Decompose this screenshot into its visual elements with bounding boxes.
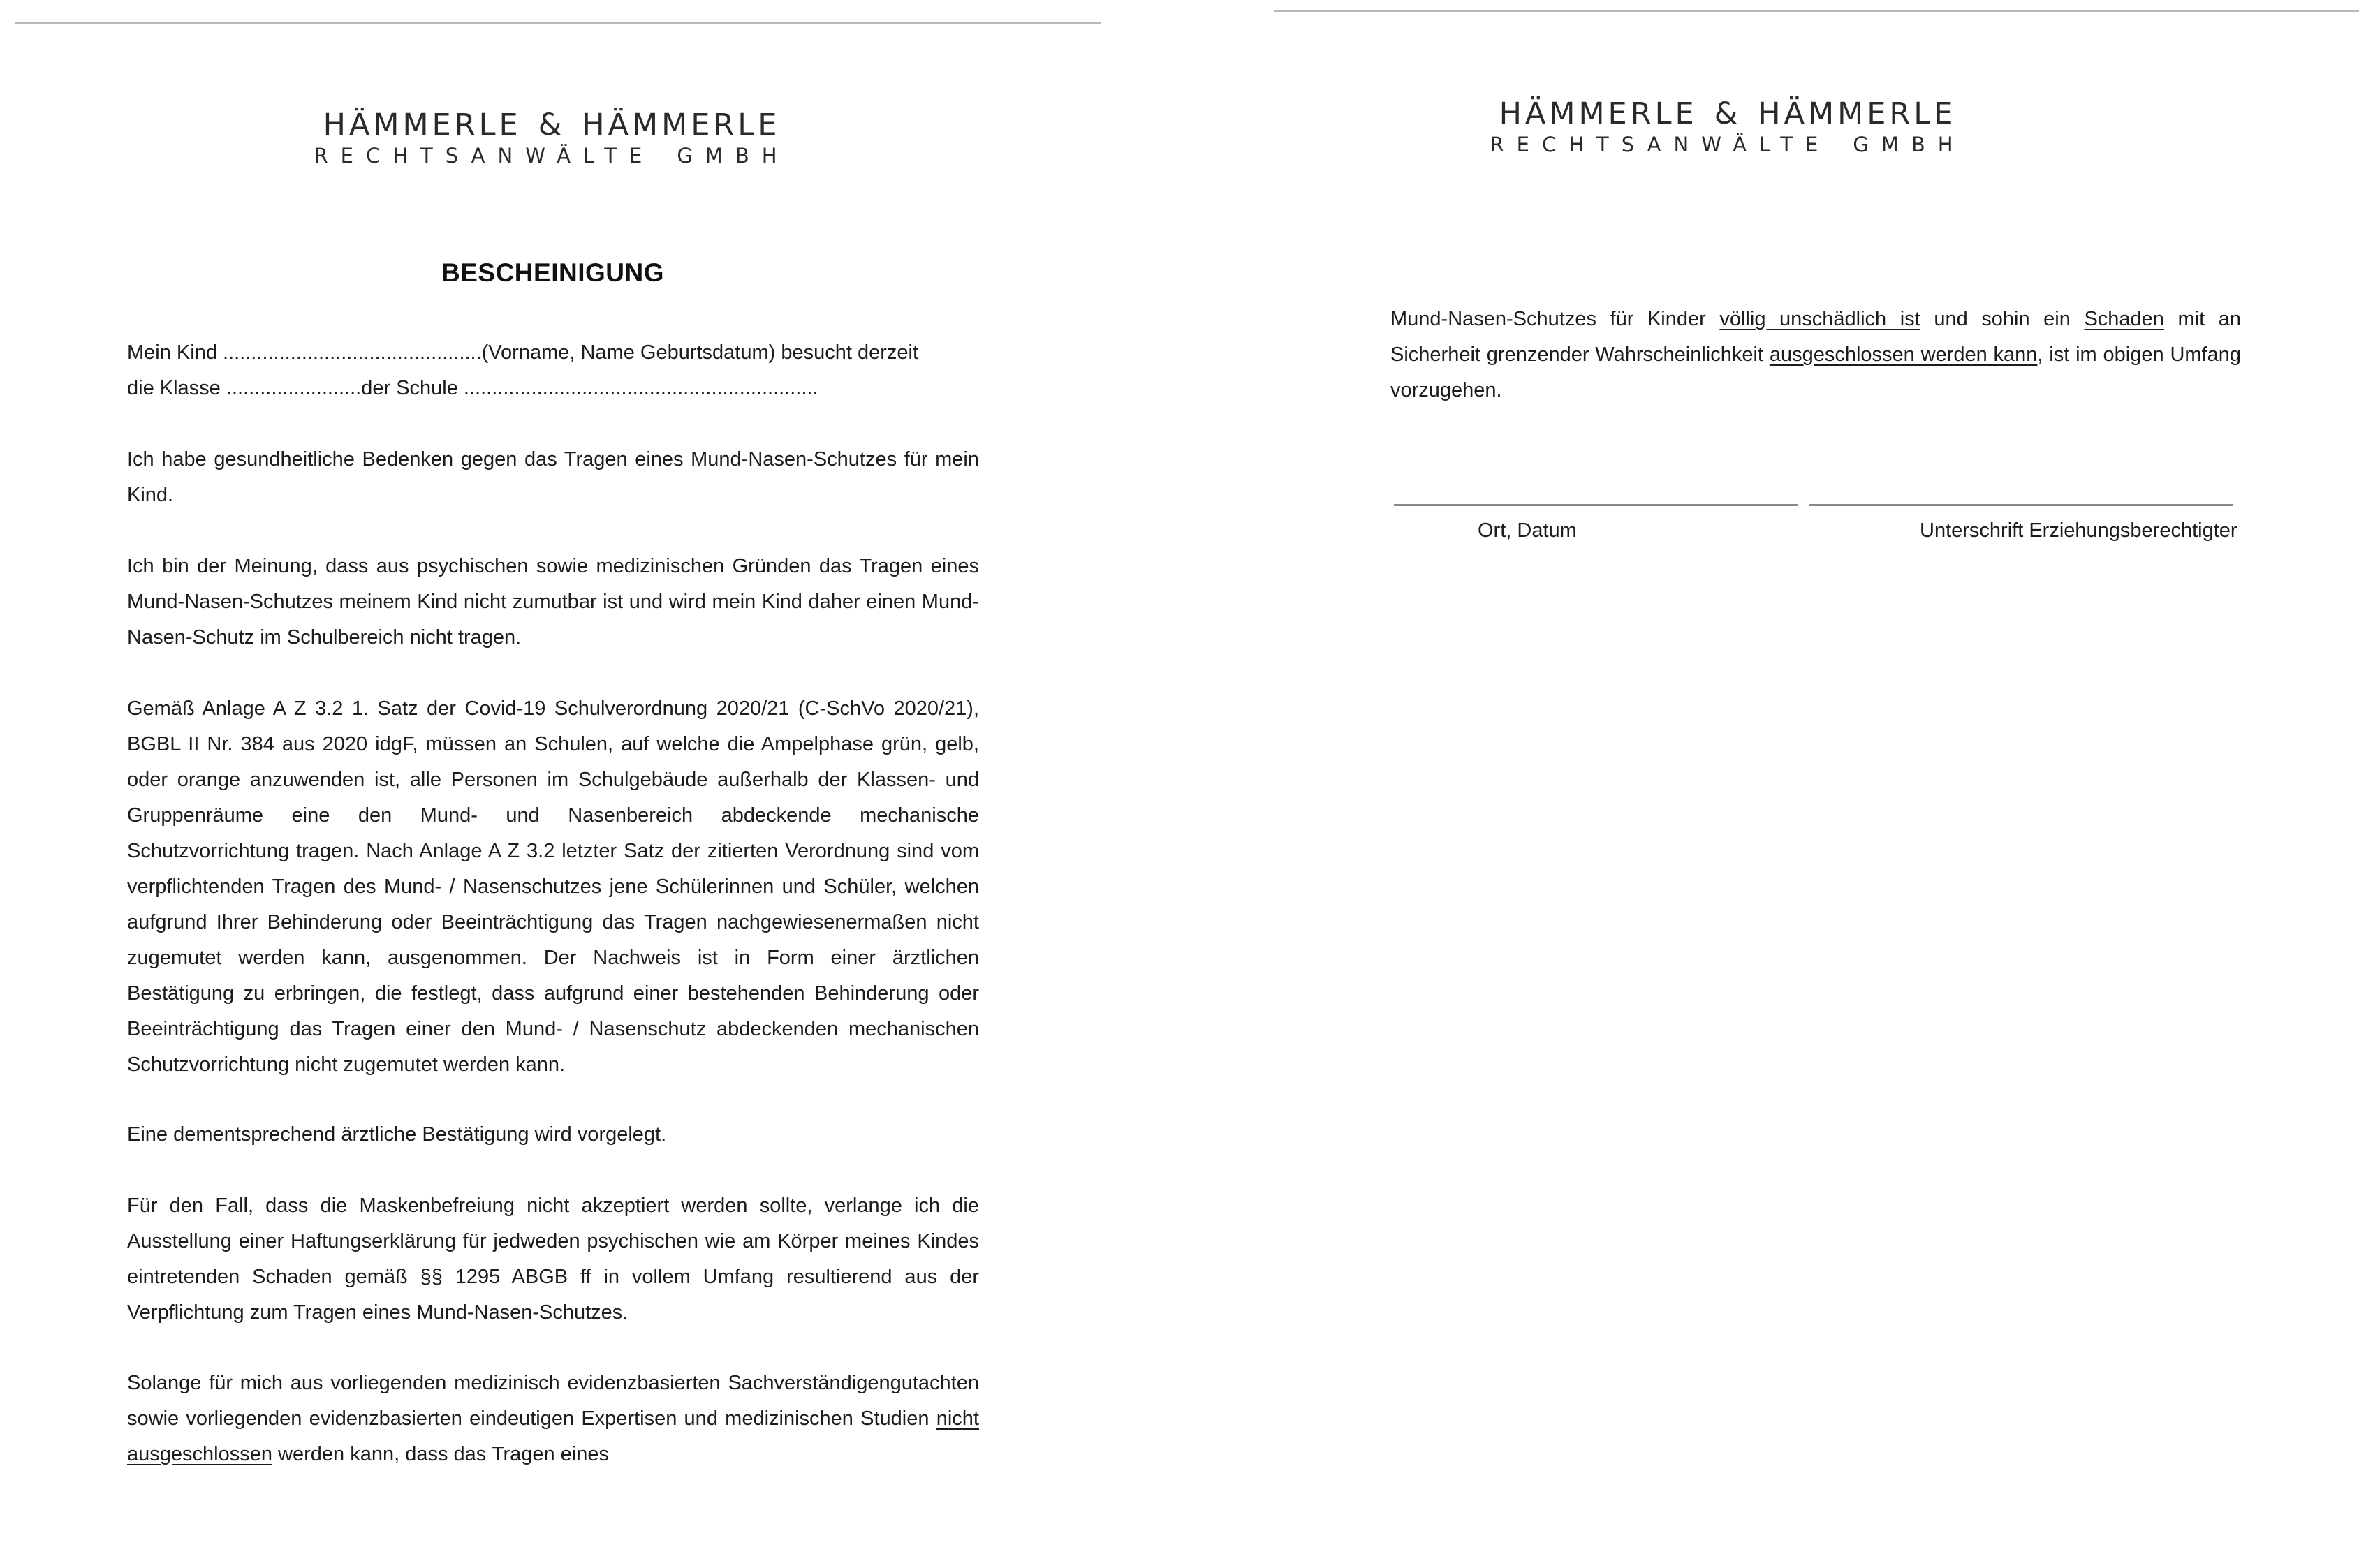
letterhead-firm-name <box>1441 96 2014 131</box>
letterhead-subtitle-suffix: GMBH <box>1853 133 1966 156</box>
continuation-underline-damage: Schaden <box>2084 308 2164 330</box>
signature-label: Unterschrift Erziehungsberechtigter <box>1920 519 2237 542</box>
continuation-text-2: und sohin ein <box>1920 308 2085 330</box>
evidence-text-start: Solange für mich aus vorliegenden medizinisch evidenzbasierten Sachverständigengutachten sowie vorliegenden evidenzbasierten eindeutigen Expertisen und medizinischen Studien <box>127 1372 979 1430</box>
scan-top-rule <box>15 22 1101 24</box>
letterhead-subtitle <box>1441 135 2014 155</box>
letterhead-subtitle-suffix: GMBH <box>677 144 790 168</box>
continuation-underline-harmless: völlig unschädlich ist <box>1719 308 1920 330</box>
letterhead <box>1441 96 2014 156</box>
intro-line-child: Mein Kind ..............................................(Vorname, Name Geburtsdatum) besucht derzeit <box>127 341 919 364</box>
intro-line-class-school: die Klasse ........................der Schule ............................................................... <box>127 377 818 399</box>
paragraph-health-concerns: Ich habe gesundheitliche Bedenken gegen das Tragen eines Mund-Nasen-Schutzes für mein Kind. <box>127 448 979 506</box>
letterhead-subtitle-main: RECHTSANWÄLTE <box>314 144 655 168</box>
page-right <box>1180 0 2359 1568</box>
continuation-text-1: Mund-Nasen-Schutzes für Kinder <box>1390 308 1720 330</box>
evidence-underlined-phrase: nicht ausgeschlossen <box>127 1407 979 1465</box>
paragraph-liability-request: Für den Fall, dass die Maskenbefreiung nicht akzeptiert werden sollte, verlange ich die Ausstellung einer Haftungserklärung für jedweden psychischen wie am Körper meines Kindes eintretenden Schaden gemäß §§ 1295 ABGB ff in vollem Umfang resultierend aus der Verpflichtung zum Tragen eines Mund-Nasen-Schutzes. <box>127 1195 979 1324</box>
place-date-line <box>1394 504 1798 506</box>
paragraph-continuation <box>1390 302 2241 408</box>
letterhead-firm-name <box>265 110 838 140</box>
letterhead-ampersand: & <box>538 108 566 142</box>
signature-line <box>1809 504 2233 506</box>
letterhead-name-right: HÄMMERLE <box>1758 96 1957 131</box>
letterhead-name-left: HÄMMERLE <box>323 108 522 142</box>
continuation-underline-excluded: ausgeschlossen werden kann <box>1769 343 2038 366</box>
letterhead-name-left: HÄMMERLE <box>1499 96 1698 131</box>
continuation-text-3: mit an Sicherheit grenzender Wahrscheinlichkeit <box>1390 308 2242 366</box>
continuation-text-4: , ist im obigen Umfang vorzugehen. <box>1390 343 2241 401</box>
letterhead-ampersand: & <box>1714 96 1742 131</box>
letterhead-subtitle-main: RECHTSANWÄLTE <box>1490 133 1831 156</box>
letterhead-subtitle <box>265 146 838 166</box>
document-title: BESCHEINIGUNG <box>441 258 664 287</box>
place-date-label: Ort, Datum <box>1478 519 1577 542</box>
paragraph-opinion: Ich bin der Meinung, dass aus psychischen sowie medizinischen Gründen das Tragen eines Mund-Nasen-Schutzes meinem Kind nicht zumutbar ist und wird mein Kind daher einen Mund-Nasen-Schutz im Schulbereich nicht tragen. <box>127 555 979 649</box>
paragraph-evidence <box>127 1366 979 1472</box>
scan-top-rule <box>1274 10 2359 12</box>
evidence-text-end: werden kann, dass das Tragen eines <box>272 1443 610 1465</box>
paragraph-medical-certificate: Eine dementsprechend ärztliche Bestätigung wird vorgelegt. <box>127 1123 667 1146</box>
letterhead <box>265 110 838 166</box>
letterhead-name-right: HÄMMERLE <box>582 108 781 142</box>
paragraph-legal-basis: Gemäß Anlage A Z 3.2 1. Satz der Covid-19 Schulverordnung 2020/21 (C-SchVo 2020/21), BGBL II Nr. 384 aus 2020 idgF, müssen an Schulen, auf welche die Ampelphase grün, gelb, oder orange anzuwenden ist, alle Personen im Schulgebäude außerhalb der Klassen- und Gruppenräume eine den Mund- und Nasenbereich abdeckende mechanische Schutzvorrichtung tragen. Nach Anlage A Z 3.2 letzter Satz der zitierten Verordnung sind vom verpflichtenden Tragen des Mund- / Nasenschutzes jene Schülerinnen und Schüler, welchen aufgrund Ihrer Behinderung oder Beeinträchtigung das Tragen nachgewiesenermaßen nicht zugemutet werden kann, ausgenommen. Der Nachweis ist in Form einer ärztlichen Bestätigung zu erbringen, die festlegt, dass aufgrund einer bestehenden Behinderung oder Beeinträchtigung das Tragen einer den Mund- / Nasenschutz abdeckenden mechanischen Schutzvorrichtung nicht zugemutet werden kann. <box>127 697 979 1076</box>
intro-fill-in <box>127 335 979 406</box>
